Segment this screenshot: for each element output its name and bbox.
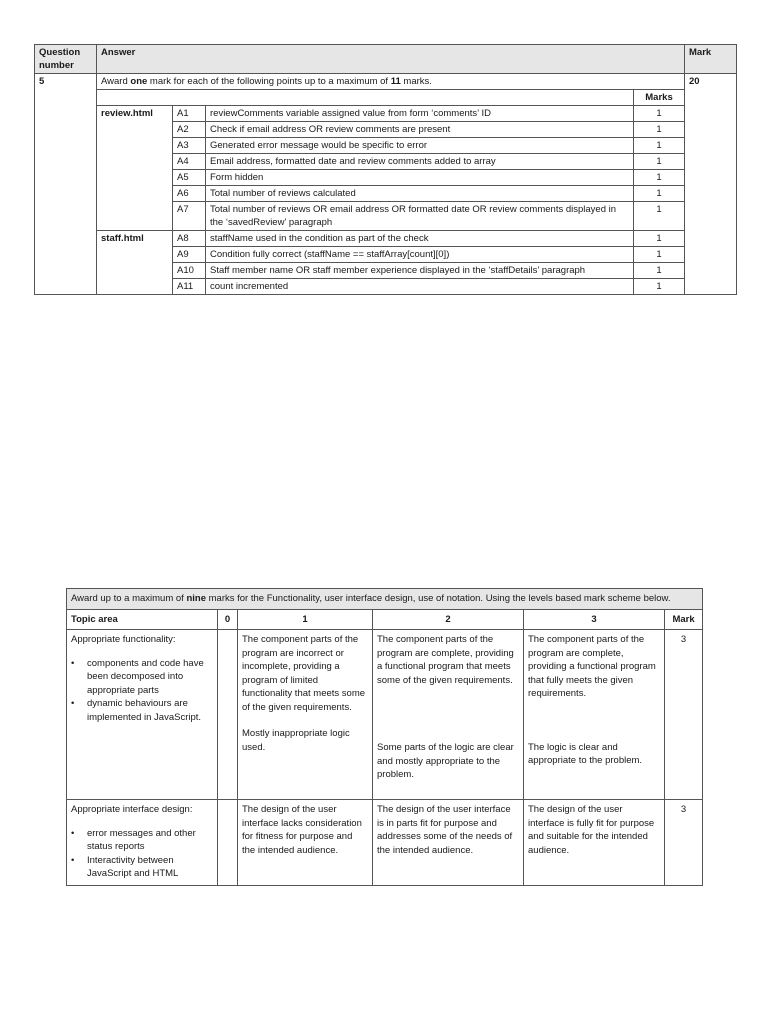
interface-row: [67, 800, 703, 886]
list-item: • error messages and other status reports: [71, 827, 213, 854]
point-text: Email address, formatted date and review comments added to array: [206, 154, 634, 170]
award-row: [35, 74, 737, 90]
interface-mark: 3: [665, 800, 703, 886]
point-code: A2: [173, 122, 206, 138]
level-2-descriptor: The design of the user interface is in parts fit for purpose and addresses some of the needs of the intended audience.: [373, 800, 524, 886]
level-1-descriptor: The component parts of the program are incorrect or incomplete, providing a program of limited functionality that meets some of the given requirements. Mostly inappropriate logic used.: [238, 630, 373, 800]
header-row: [35, 45, 737, 74]
point-text: reviewComments variable assigned value from form ‘comments’ ID: [206, 106, 634, 122]
point-text: Total number of reviews OR email address OR formatted date OR review comments displayed in the ‘savedReview’ paragraph: [206, 202, 634, 231]
staff-file-label: staff.html: [97, 231, 173, 295]
point-code: A1: [173, 106, 206, 122]
marks-subheader: Marks: [634, 90, 685, 106]
table-row: [35, 106, 737, 122]
levels-header-row: [67, 609, 703, 630]
point-text: Form hidden: [206, 170, 634, 186]
mark-header: Mark: [685, 45, 737, 74]
answer-header: Answer: [97, 45, 685, 74]
list-item: • components and code have been decomposed into appropriate parts: [71, 657, 213, 698]
point-text: Check if email address OR review comments are present: [206, 122, 634, 138]
point-marks: 1: [634, 186, 685, 202]
point-code: A11: [173, 279, 206, 295]
point-marks: 1: [634, 231, 685, 247]
point-marks: 1: [634, 263, 685, 279]
point-text: Generated error message would be specific to error: [206, 138, 634, 154]
list-item: • dynamic behaviours are implemented in JavaScript.: [71, 697, 213, 724]
point-code: A6: [173, 186, 206, 202]
point-code: A8: [173, 231, 206, 247]
functionality-mark: 3: [665, 630, 703, 800]
point-code: A5: [173, 170, 206, 186]
criteria-list: [71, 827, 213, 881]
point-text: Total number of reviews calculated: [206, 186, 634, 202]
level-3-descriptor: The component parts of the program are complete, providing a functional program that fully meets the given requirements. The logic is clear and appropriate to the problem.: [524, 630, 665, 800]
mark-scheme-table: [34, 44, 737, 295]
point-marks: 1: [634, 170, 685, 186]
level-3-descriptor: The design of the user interface is fully fit for purpose and suitable for the intended audience.: [524, 800, 665, 886]
point-marks: 1: [634, 122, 685, 138]
table-row: [35, 231, 737, 247]
point-text: staffName used in the condition as part of the check: [206, 231, 634, 247]
question-number-header: Question number: [35, 45, 97, 74]
functionality-row: [67, 630, 703, 800]
level-1-descriptor: The design of the user interface lacks consideration for fitness for purpose and the intended audience.: [238, 800, 373, 886]
point-code: A9: [173, 247, 206, 263]
topic-interface: Appropriate interface design: • error messages and other status reports • Interactivity between JavaScript and HTML: [67, 800, 218, 886]
level-2-header: 2: [373, 609, 524, 630]
point-code: A4: [173, 154, 206, 170]
award-instruction: Award one mark for each of the following points up to a maximum of 11 marks.: [97, 74, 685, 90]
topic-functionality: Appropriate functionality: • components and code have been decomposed into appropriate parts • dynamic behaviours are implemented in JavaScript.: [67, 630, 218, 800]
marks-subheader-row: [35, 90, 737, 106]
topic-area-header: Topic area: [67, 609, 218, 630]
intro-row: [67, 589, 703, 610]
list-item: • Interactivity between JavaScript and HTML: [71, 854, 213, 881]
point-marks: 1: [634, 138, 685, 154]
levels-mark-header: Mark: [665, 609, 703, 630]
question-number: 5: [35, 74, 97, 295]
review-file-label: review.html: [97, 106, 173, 231]
level-2-descriptor: The component parts of the program are complete, providing a functional program that meets some of the given requirements. Some parts of the logic are clear and mostly appropriate to the problem.: [373, 630, 524, 800]
total-mark: 20: [685, 74, 737, 295]
point-text: Condition fully correct (staffName == staffArray[count][0]): [206, 247, 634, 263]
criteria-list: [71, 657, 213, 725]
point-text: Staff member name OR staff member experience displayed in the ‘staffDetails’ paragraph: [206, 263, 634, 279]
point-marks: 1: [634, 247, 685, 263]
point-marks: 1: [634, 154, 685, 170]
point-marks: 1: [634, 202, 685, 231]
point-marks: 1: [634, 106, 685, 122]
levels-intro: Award up to a maximum of nine marks for the Functionality, user interface design, use of notation. Using the levels based mark scheme below.: [67, 589, 703, 610]
point-code: A7: [173, 202, 206, 231]
level-0-header: 0: [218, 609, 238, 630]
point-code: A10: [173, 263, 206, 279]
point-marks: 1: [634, 279, 685, 295]
level-1-header: 1: [238, 609, 373, 630]
levels-mark-table: [66, 588, 703, 886]
level-3-header: 3: [524, 609, 665, 630]
point-code: A3: [173, 138, 206, 154]
point-text: count incremented: [206, 279, 634, 295]
